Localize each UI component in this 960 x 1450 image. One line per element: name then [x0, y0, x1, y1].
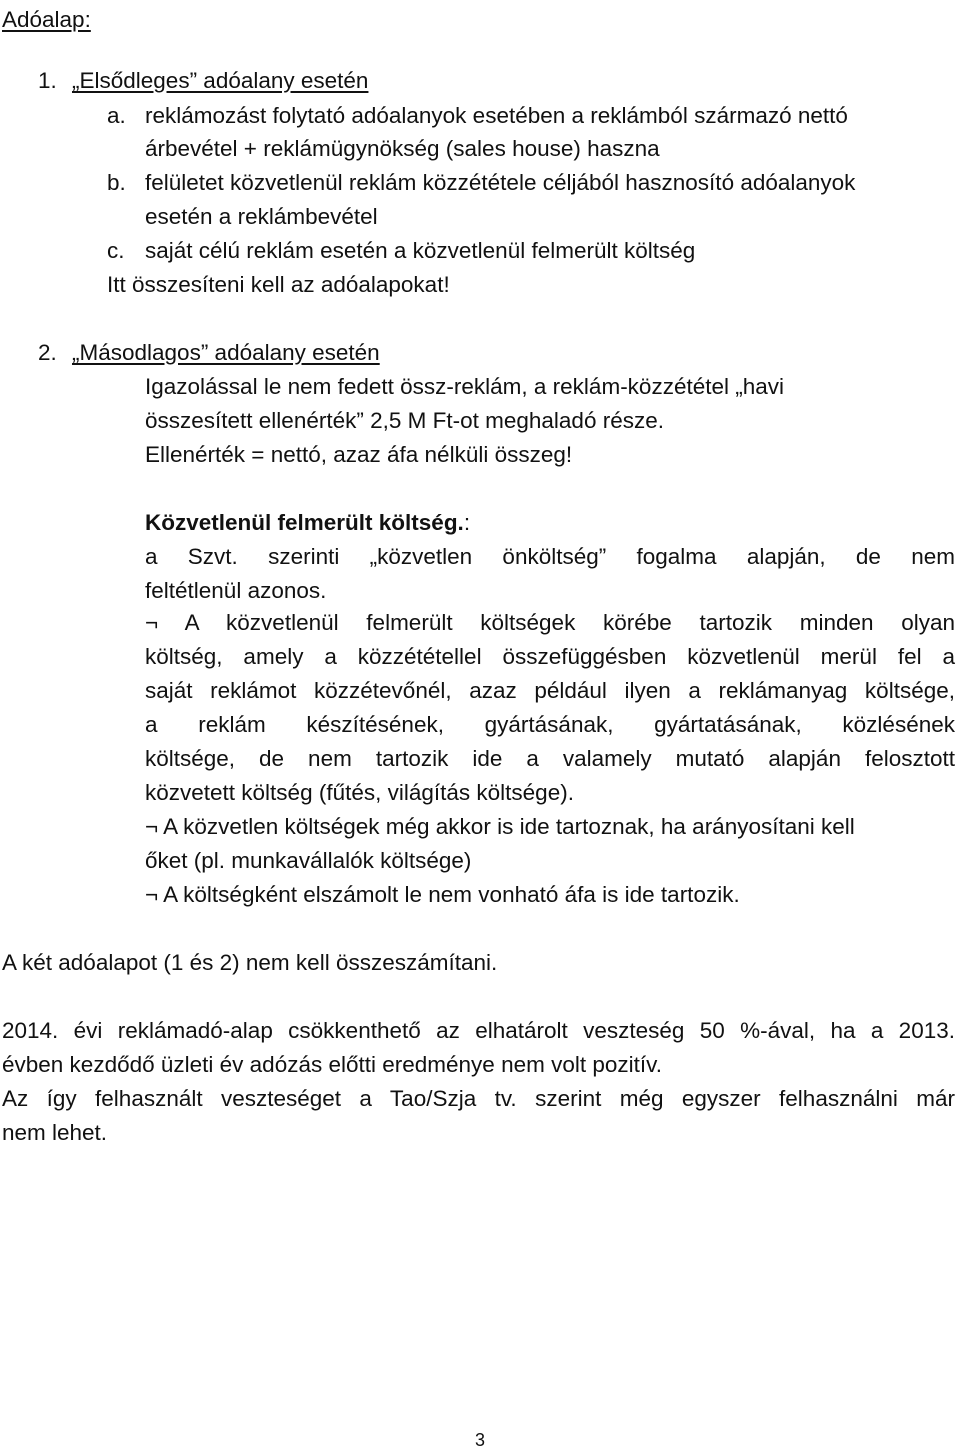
cost-bullet-1 — [145, 606, 955, 810]
page-heading: Adóalap: — [2, 7, 91, 32]
item-2-line3: Ellenérték = nettó, azaz áfa nélküli összeg! — [145, 442, 573, 467]
cost-definition — [145, 540, 955, 608]
paragraph-2014 — [2, 1014, 955, 1082]
item-2-number: 2. — [38, 340, 57, 365]
item-2-title: „Másodlagos” adóalany esetén — [72, 340, 380, 365]
cost-definition-line2: feltétlenül azonos. — [145, 578, 327, 603]
no-aggregate-note: A két adóalapot (1 és 2) nem kell összeszámítani. — [2, 950, 498, 975]
page-number: 3 — [474, 1430, 485, 1450]
item-2-line2: összesített ellenérték” 2,5 M Ft-ot meghaladó része. — [145, 408, 664, 433]
paragraph-2014-line: évben kezdődő üzleti év adózás előtti eredménye nem volt pozitív. — [2, 1052, 662, 1077]
cost-bullet-1-line: a reklám készítésének, gyártásának, gyártatásának, közlésének — [145, 712, 955, 737]
cost-bullet-1-line: saját reklámot közzétevőnél, azaz például ilyen a reklámanyag költsége, — [145, 678, 955, 703]
item-1-note: Itt összesíteni kell az adóalapokat! — [107, 272, 450, 297]
item-1-number: 1. — [38, 68, 57, 93]
item-1-title: „Elsődleges” adóalany esetén — [72, 68, 369, 93]
cost-bullet-1-line: költsége, de nem tartozik ide a valamely mutató alapján felosztott — [145, 746, 955, 771]
cost-definition-line1: a Szvt. szerinti „közvetlen önköltség” fogalma alapján, de nem — [145, 544, 955, 569]
item-1a-line2: árbevétel + reklámügynökség (sales house) haszna — [145, 136, 660, 161]
cost-bullet-1-line: költség, amely a közzététellel összefüggésben közvetlenül merül fel a — [145, 644, 955, 669]
cost-title-bold: Közvetlenül felmerült költség. — [145, 510, 464, 535]
item-2-line1: Igazolással le nem fedett össz-reklám, a reklám-közzététel „havi — [145, 374, 785, 399]
cost-title-suffix: : — [463, 510, 471, 535]
cost-bullet-2-line1: ¬ A közvetlen költségek még akkor is ide tartoznak, ha arányosítani kell — [145, 814, 855, 839]
item-1a-line1: reklámozást folytató adóalanyok esetében a reklámból származó nettó — [145, 103, 848, 128]
cost-bullet-1-line: ¬ A közvetlenül felmerült költségek körébe tartozik minden olyan — [145, 610, 955, 635]
cost-title — [145, 508, 470, 538]
item-1c-line1: saját célú reklám esetén a közvetlenül felmerült költség — [145, 238, 696, 263]
paragraph-2014-line: 2014. évi reklámadó-alap csökkenthető az elhatárolt veszteség 50 %-ával, ha a 2013. — [2, 1018, 955, 1043]
item-1a-label: a. — [107, 103, 126, 128]
paragraph-tao — [2, 1082, 955, 1150]
item-1b-line2: esetén a reklámbevétel — [145, 204, 378, 229]
paragraph-tao-line: nem lehet. — [2, 1120, 108, 1145]
cost-bullet-1-line: közvetett költség (fűtés, világítás költsége). — [145, 780, 574, 805]
item-1b-label: b. — [107, 170, 126, 195]
cost-bullet-2-line2: őket (pl. munkavállalók költsége) — [145, 848, 472, 873]
cost-bullet-3: ¬ A költségként elszámolt le nem vonható áfa is ide tartozik. — [145, 882, 740, 907]
item-1b-line1: felületet közvetlenül reklám közzététele céljából hasznosító adóalanyok — [145, 170, 856, 195]
item-1c-label: c. — [107, 238, 125, 263]
paragraph-tao-line: Az így felhasznált veszteséget a Tao/Szja tv. szerint még egyszer felhasználni már — [2, 1086, 955, 1111]
